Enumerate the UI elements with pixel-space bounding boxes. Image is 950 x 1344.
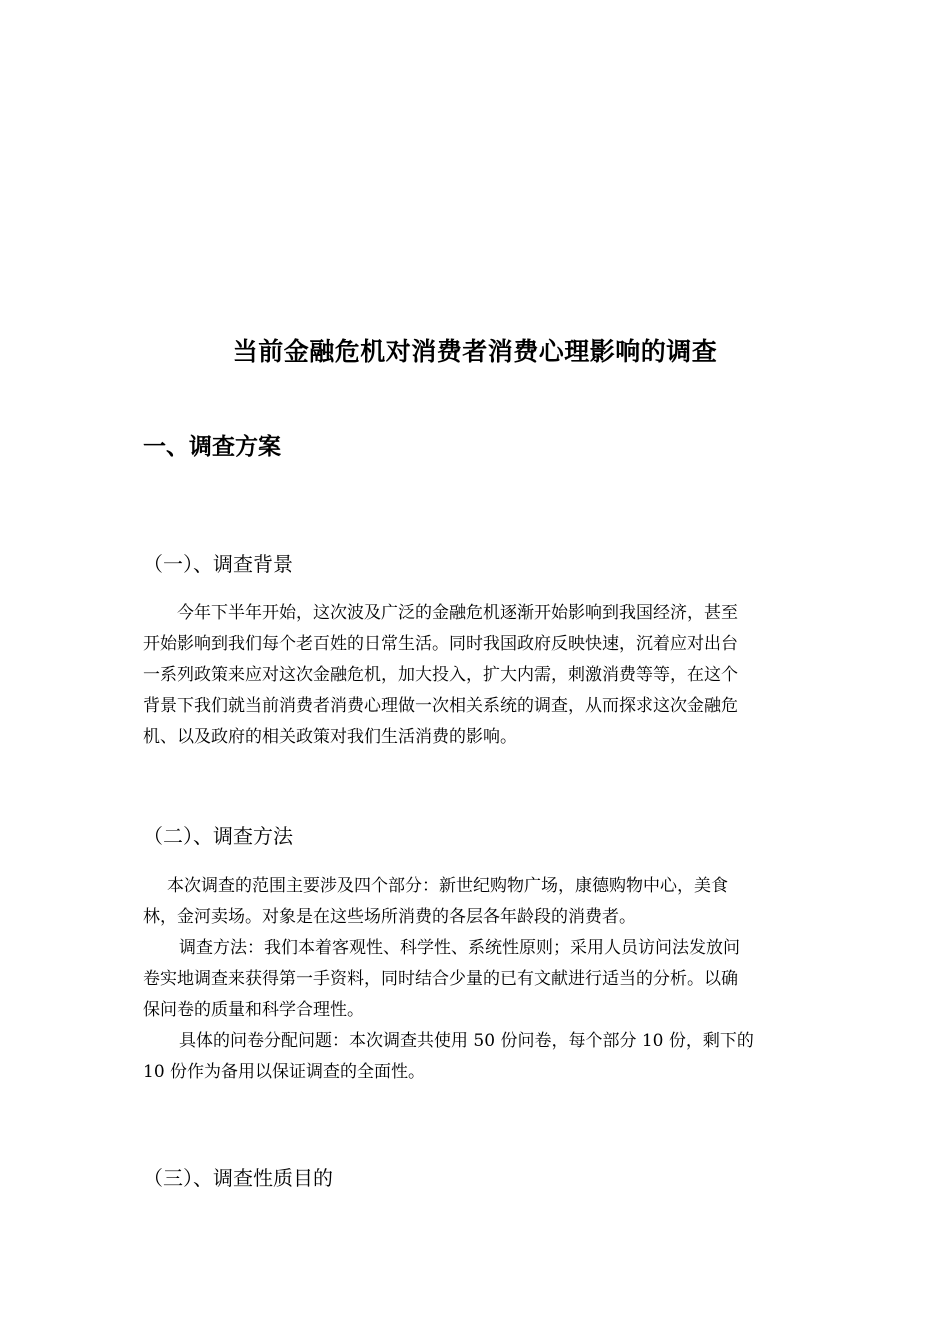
subsection-heading-purpose: （三）、调查性质目的 bbox=[143, 1166, 333, 1190]
paragraph-line: 10 份作为备用以保证调查的全面性。 bbox=[143, 1062, 426, 1082]
section-heading-survey-plan: 一、调查方案 bbox=[143, 434, 281, 460]
document-title: 当前金融危机对消费者消费心理影响的调查 bbox=[232, 337, 718, 366]
paragraph-line: 林，金河卖场。对象是在这些场所消费的各层各年龄段的消费者。 bbox=[143, 907, 636, 927]
paragraph-background bbox=[143, 598, 811, 753]
paragraph-line: 卷实地调查来获得第一手资料，同时结合少量的已有文献进行适当的分析。以确 bbox=[143, 969, 738, 989]
paragraph-line: 今年下半年开始，这次波及广泛的金融危机逐渐开始影响到我国经济，甚至 bbox=[177, 603, 738, 623]
paragraph-line: 保问卷的质量和科学合理性。 bbox=[143, 1000, 364, 1020]
paragraph-line: 调查方法：我们本着客观性、科学性、系统性原则；采用人员访问法发放问 bbox=[179, 938, 740, 958]
paragraph-line: 一系列政策来应对这次金融危机，加大投入，扩大内需，刺激消费等等，在这个 bbox=[143, 665, 738, 685]
paragraph-line: 具体的问卷分配问题：本次调查共使用 50 份问卷，每个部分 10 份，剩下的 bbox=[179, 1031, 754, 1051]
paragraph-line: 机、以及政府的相关政策对我们生活消费的影响。 bbox=[143, 727, 517, 747]
subsection-heading-background: （一）、调查背景 bbox=[143, 552, 293, 576]
paragraph-method bbox=[143, 871, 811, 1088]
paragraph-line: 本次调查的范围主要涉及四个部分：新世纪购物广场，康德购物中心，美食 bbox=[167, 876, 728, 896]
subsection-heading-method: （二）、调查方法 bbox=[143, 824, 293, 848]
paragraph-line: 背景下我们就当前消费者消费心理做一次相关系统的调查，从而探求这次金融危 bbox=[143, 696, 738, 716]
paragraph-line: 开始影响到我们每个老百姓的日常生活。同时我国政府反映快速，沉着应对出台 bbox=[143, 634, 738, 654]
